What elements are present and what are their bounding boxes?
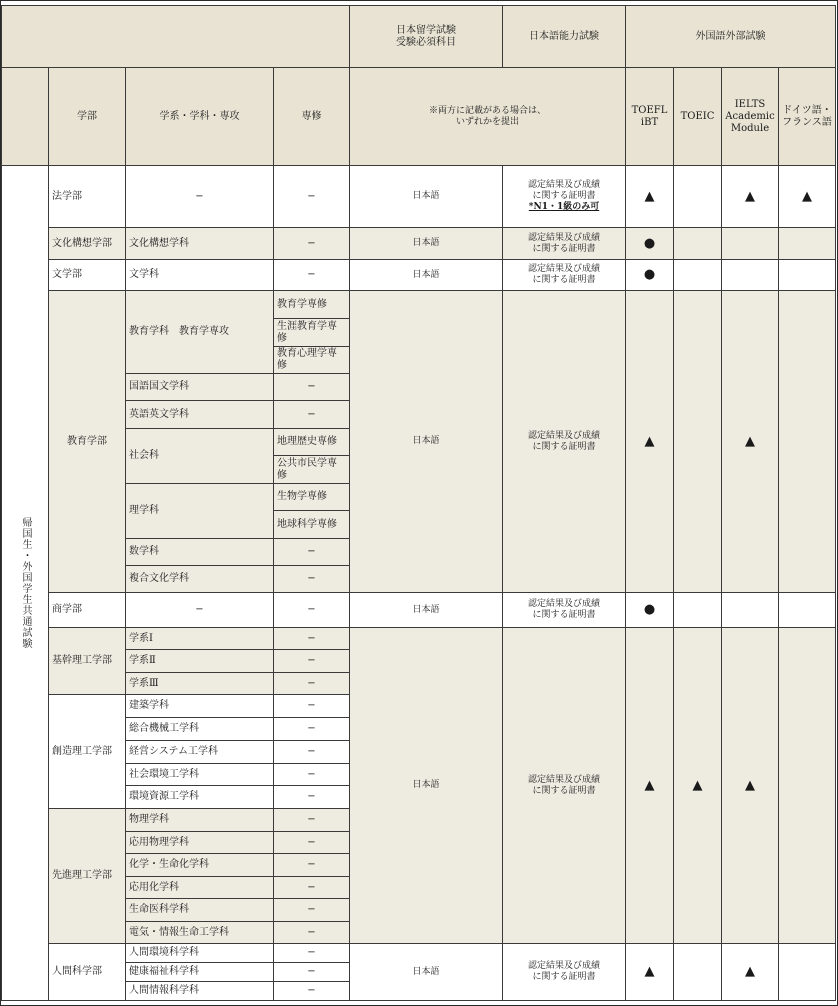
header-side-blank — [1, 67, 49, 166]
header-note-line1: ※両方に記載がある場合は、 — [428, 105, 546, 116]
cse-3-course-dash: − — [273, 740, 350, 764]
cse-4-course-dash: − — [273, 763, 350, 786]
dept-english-lit: 英語英文学科 — [125, 400, 274, 429]
education-gf-empty — [778, 290, 836, 593]
commerce-ielts-empty — [721, 592, 779, 628]
human-cert-line1: 認定結果及び成績 — [527, 961, 600, 971]
faculty-education: 教育学部 — [48, 290, 126, 593]
human-cert-line2: に関する証明書 — [532, 972, 596, 982]
sci-eng-jlpt — [502, 627, 626, 944]
faculty-ase: 先進理工学部 — [48, 808, 126, 944]
ase-2-course-dash: − — [273, 831, 350, 854]
letters-eju: 日本語 — [349, 259, 503, 291]
letters-course-dash: − — [273, 259, 350, 291]
human-3-course-dash: − — [273, 981, 350, 1001]
law-ielts-mark: ▲ — [721, 165, 779, 228]
commerce-eju: 日本語 — [349, 592, 503, 628]
letters-toefl-mark: ● — [625, 259, 674, 291]
sci-eng-gf-empty — [778, 627, 836, 944]
sci-eng-cert-line2: に関する証明書 — [532, 785, 596, 796]
dept-fse-1: 学系Ⅰ — [125, 627, 274, 650]
english-lit-course-dash: − — [273, 400, 350, 429]
sci-eng-cert-line1: 認定結果及び成績 — [527, 774, 600, 785]
commerce-course-dash: − — [273, 592, 350, 628]
dept-culture: 文化構想学科 — [125, 227, 274, 260]
culture-course-dash: − — [273, 227, 350, 260]
law-gf-mark: ▲ — [778, 165, 836, 228]
culture-toefl-mark: ● — [625, 227, 674, 260]
ase-1-course-dash: − — [273, 808, 350, 832]
faculty-letters: 文学部 — [48, 259, 126, 291]
law-course-dash: − — [273, 165, 350, 228]
course-edu-1: 教育学専修 — [273, 290, 350, 319]
human-eju: 日本語 — [349, 943, 503, 1001]
course-edu-2: 生涯教育学専修 — [273, 318, 350, 347]
culture-jlpt — [502, 227, 626, 260]
law-toeic-empty — [673, 165, 722, 228]
commerce-cert-line2: に関する証明書 — [532, 610, 596, 620]
dept-cse-3: 経営システム工学科 — [125, 740, 274, 764]
letters-gf-empty — [778, 259, 836, 291]
letters-cert-line1: 認定結果及び成績 — [527, 264, 600, 274]
ase-4-course-dash: − — [273, 876, 350, 899]
human-gf-empty — [778, 943, 836, 1001]
cse-2-course-dash: − — [273, 717, 350, 741]
dept-science: 理学科 — [125, 483, 274, 539]
header-eju-line1: 日本留学試験 — [396, 24, 456, 36]
faculty-cse: 創造理工学部 — [48, 694, 126, 809]
header-ielts-line3: Module — [730, 122, 770, 134]
header-eju — [349, 5, 503, 68]
dept-cse-5: 環境資源工学科 — [125, 785, 274, 809]
side-label-cell — [1, 165, 49, 1001]
sci-eng-toefl-mark: ▲ — [625, 627, 674, 944]
law-dept-dash: − — [125, 165, 274, 228]
ase-5-course-dash: − — [273, 898, 350, 922]
faculty-commerce: 商学部 — [48, 592, 126, 628]
dept-cse-1: 建築学科 — [125, 694, 274, 718]
letters-toeic-empty — [673, 259, 722, 291]
human-toefl-mark: ▲ — [625, 943, 674, 1001]
japanese-lit-course-dash: − — [273, 373, 350, 401]
header-foreign-test: 外国語外部試験 — [625, 5, 836, 68]
sci-eng-ielts-mark: ▲ — [721, 627, 779, 944]
education-cert-line1: 認定結果及び成績 — [527, 430, 600, 441]
header-toeic: TOEIC — [673, 67, 722, 166]
faculty-fse: 基幹理工学部 — [48, 627, 126, 695]
dept-human-3: 人間情報科学科 — [125, 981, 274, 1001]
dept-ase-1: 物理学科 — [125, 808, 274, 832]
sci-eng-toeic-mark: ▲ — [673, 627, 722, 944]
course-social-2: 公共市民学専修 — [273, 455, 350, 484]
law-cert-line1: 認定結果及び成績 — [527, 180, 600, 190]
education-jlpt — [502, 290, 626, 593]
ase-3-course-dash: − — [273, 853, 350, 877]
dept-ase-6: 電気・情報生命工学科 — [125, 921, 274, 944]
dept-cse-4: 社会環境工学科 — [125, 763, 274, 786]
fse-2-course-dash: − — [273, 649, 350, 673]
letters-jlpt — [502, 259, 626, 291]
dept-human-1: 人間環境科学科 — [125, 943, 274, 963]
dept-ase-3: 化学・生命化学科 — [125, 853, 274, 877]
course-science-2: 地球科学専修 — [273, 510, 350, 539]
dept-fse-2: 学系Ⅱ — [125, 649, 274, 673]
header-faculty: 学部 — [48, 67, 126, 166]
education-toeic-empty — [673, 290, 722, 593]
cse-5-course-dash: − — [273, 785, 350, 809]
education-ielts-mark: ▲ — [721, 290, 779, 593]
commerce-toeic-empty — [673, 592, 722, 628]
dept-cse-2: 総合機械工学科 — [125, 717, 274, 741]
dept-ase-2: 応用物理学科 — [125, 831, 274, 854]
law-toefl-mark: ▲ — [625, 165, 674, 228]
culture-eju: 日本語 — [349, 227, 503, 260]
header-note-line2: いずれかを提出 — [455, 116, 519, 127]
dept-math: 数学科 — [125, 538, 274, 566]
header-ielts-line1: IELTS — [734, 98, 766, 110]
header-ielts — [721, 67, 779, 166]
header-course: 専修 — [273, 67, 350, 166]
faculty-human: 人間科学部 — [48, 943, 126, 1001]
education-toefl-mark: ▲ — [625, 290, 674, 593]
header-gf-line2: フランス語 — [782, 116, 832, 128]
header-gf-line1: ドイツ語・ — [782, 104, 832, 116]
cse-1-course-dash: − — [273, 694, 350, 718]
dept-social: 社会科 — [125, 428, 274, 484]
faculty-culture: 文化構想学部 — [48, 227, 126, 260]
human-jlpt — [502, 943, 626, 1001]
culture-ielts-empty — [721, 227, 779, 260]
human-2-course-dash: − — [273, 962, 350, 982]
education-eju: 日本語 — [349, 290, 503, 593]
commerce-cert-line1: 認定結果及び成績 — [527, 599, 600, 609]
header-note — [349, 67, 626, 166]
letters-ielts-empty — [721, 259, 779, 291]
law-eju: 日本語 — [349, 165, 503, 228]
ase-6-course-dash: − — [273, 921, 350, 944]
complex-culture-course-dash: − — [273, 565, 350, 593]
human-toeic-empty — [673, 943, 722, 1001]
law-n1-note: *N1・1級のみ可 — [528, 202, 600, 212]
law-cert-line2: に関する証明書 — [532, 191, 596, 201]
culture-toeic-empty — [673, 227, 722, 260]
culture-cert-line1: 認定結果及び成績 — [527, 232, 600, 243]
header-toefl-line1: TOEFL — [631, 104, 668, 116]
dept-human-2: 健康福祉科学科 — [125, 962, 274, 982]
side-label: 帰国生・外国学生共通試験 — [20, 517, 31, 649]
letters-cert-line2: に関する証明書 — [532, 275, 596, 285]
header-dept: 学系・学科・専攻 — [125, 67, 274, 166]
culture-gf-empty — [778, 227, 836, 260]
commerce-gf-empty — [778, 592, 836, 628]
header-toefl-line2: iBT — [640, 116, 659, 128]
commerce-jlpt — [502, 592, 626, 628]
dept-letters: 文学科 — [125, 259, 274, 291]
dept-ase-5: 生命医科学科 — [125, 898, 274, 922]
header-blank — [1, 5, 350, 68]
faculty-law: 法学部 — [48, 165, 126, 228]
human-1-course-dash: − — [273, 943, 350, 963]
dept-fse-3: 学系Ⅲ — [125, 672, 274, 695]
dept-japanese-lit: 国語国文学科 — [125, 373, 274, 401]
header-eju-line2: 受験必須科目 — [396, 36, 456, 48]
course-science-1: 生物学専修 — [273, 483, 350, 511]
header-ielts-line2: Academic — [725, 110, 775, 122]
course-social-1: 地理歴史専修 — [273, 428, 350, 456]
header-toefl — [625, 67, 674, 166]
culture-cert-line2: に関する証明書 — [532, 243, 596, 254]
fse-1-course-dash: − — [273, 627, 350, 650]
dept-edu-main: 教育学科 教育学専攻 — [125, 290, 274, 374]
education-cert-line2: に関する証明書 — [532, 441, 596, 452]
sci-eng-eju: 日本語 — [349, 627, 503, 944]
commerce-dept-dash: − — [125, 592, 274, 628]
course-edu-3: 教育心理学専修 — [273, 346, 350, 374]
dept-complex-culture: 複合文化学科 — [125, 565, 274, 593]
header-german-french — [778, 67, 836, 166]
law-jlpt — [502, 165, 626, 228]
dept-ase-4: 応用化学科 — [125, 876, 274, 899]
human-ielts-mark: ▲ — [721, 943, 779, 1001]
fse-3-course-dash: − — [273, 672, 350, 695]
math-course-dash: − — [273, 538, 350, 566]
header-jlpt: 日本語能力試験 — [502, 5, 626, 68]
commerce-toefl-mark: ● — [625, 592, 674, 628]
